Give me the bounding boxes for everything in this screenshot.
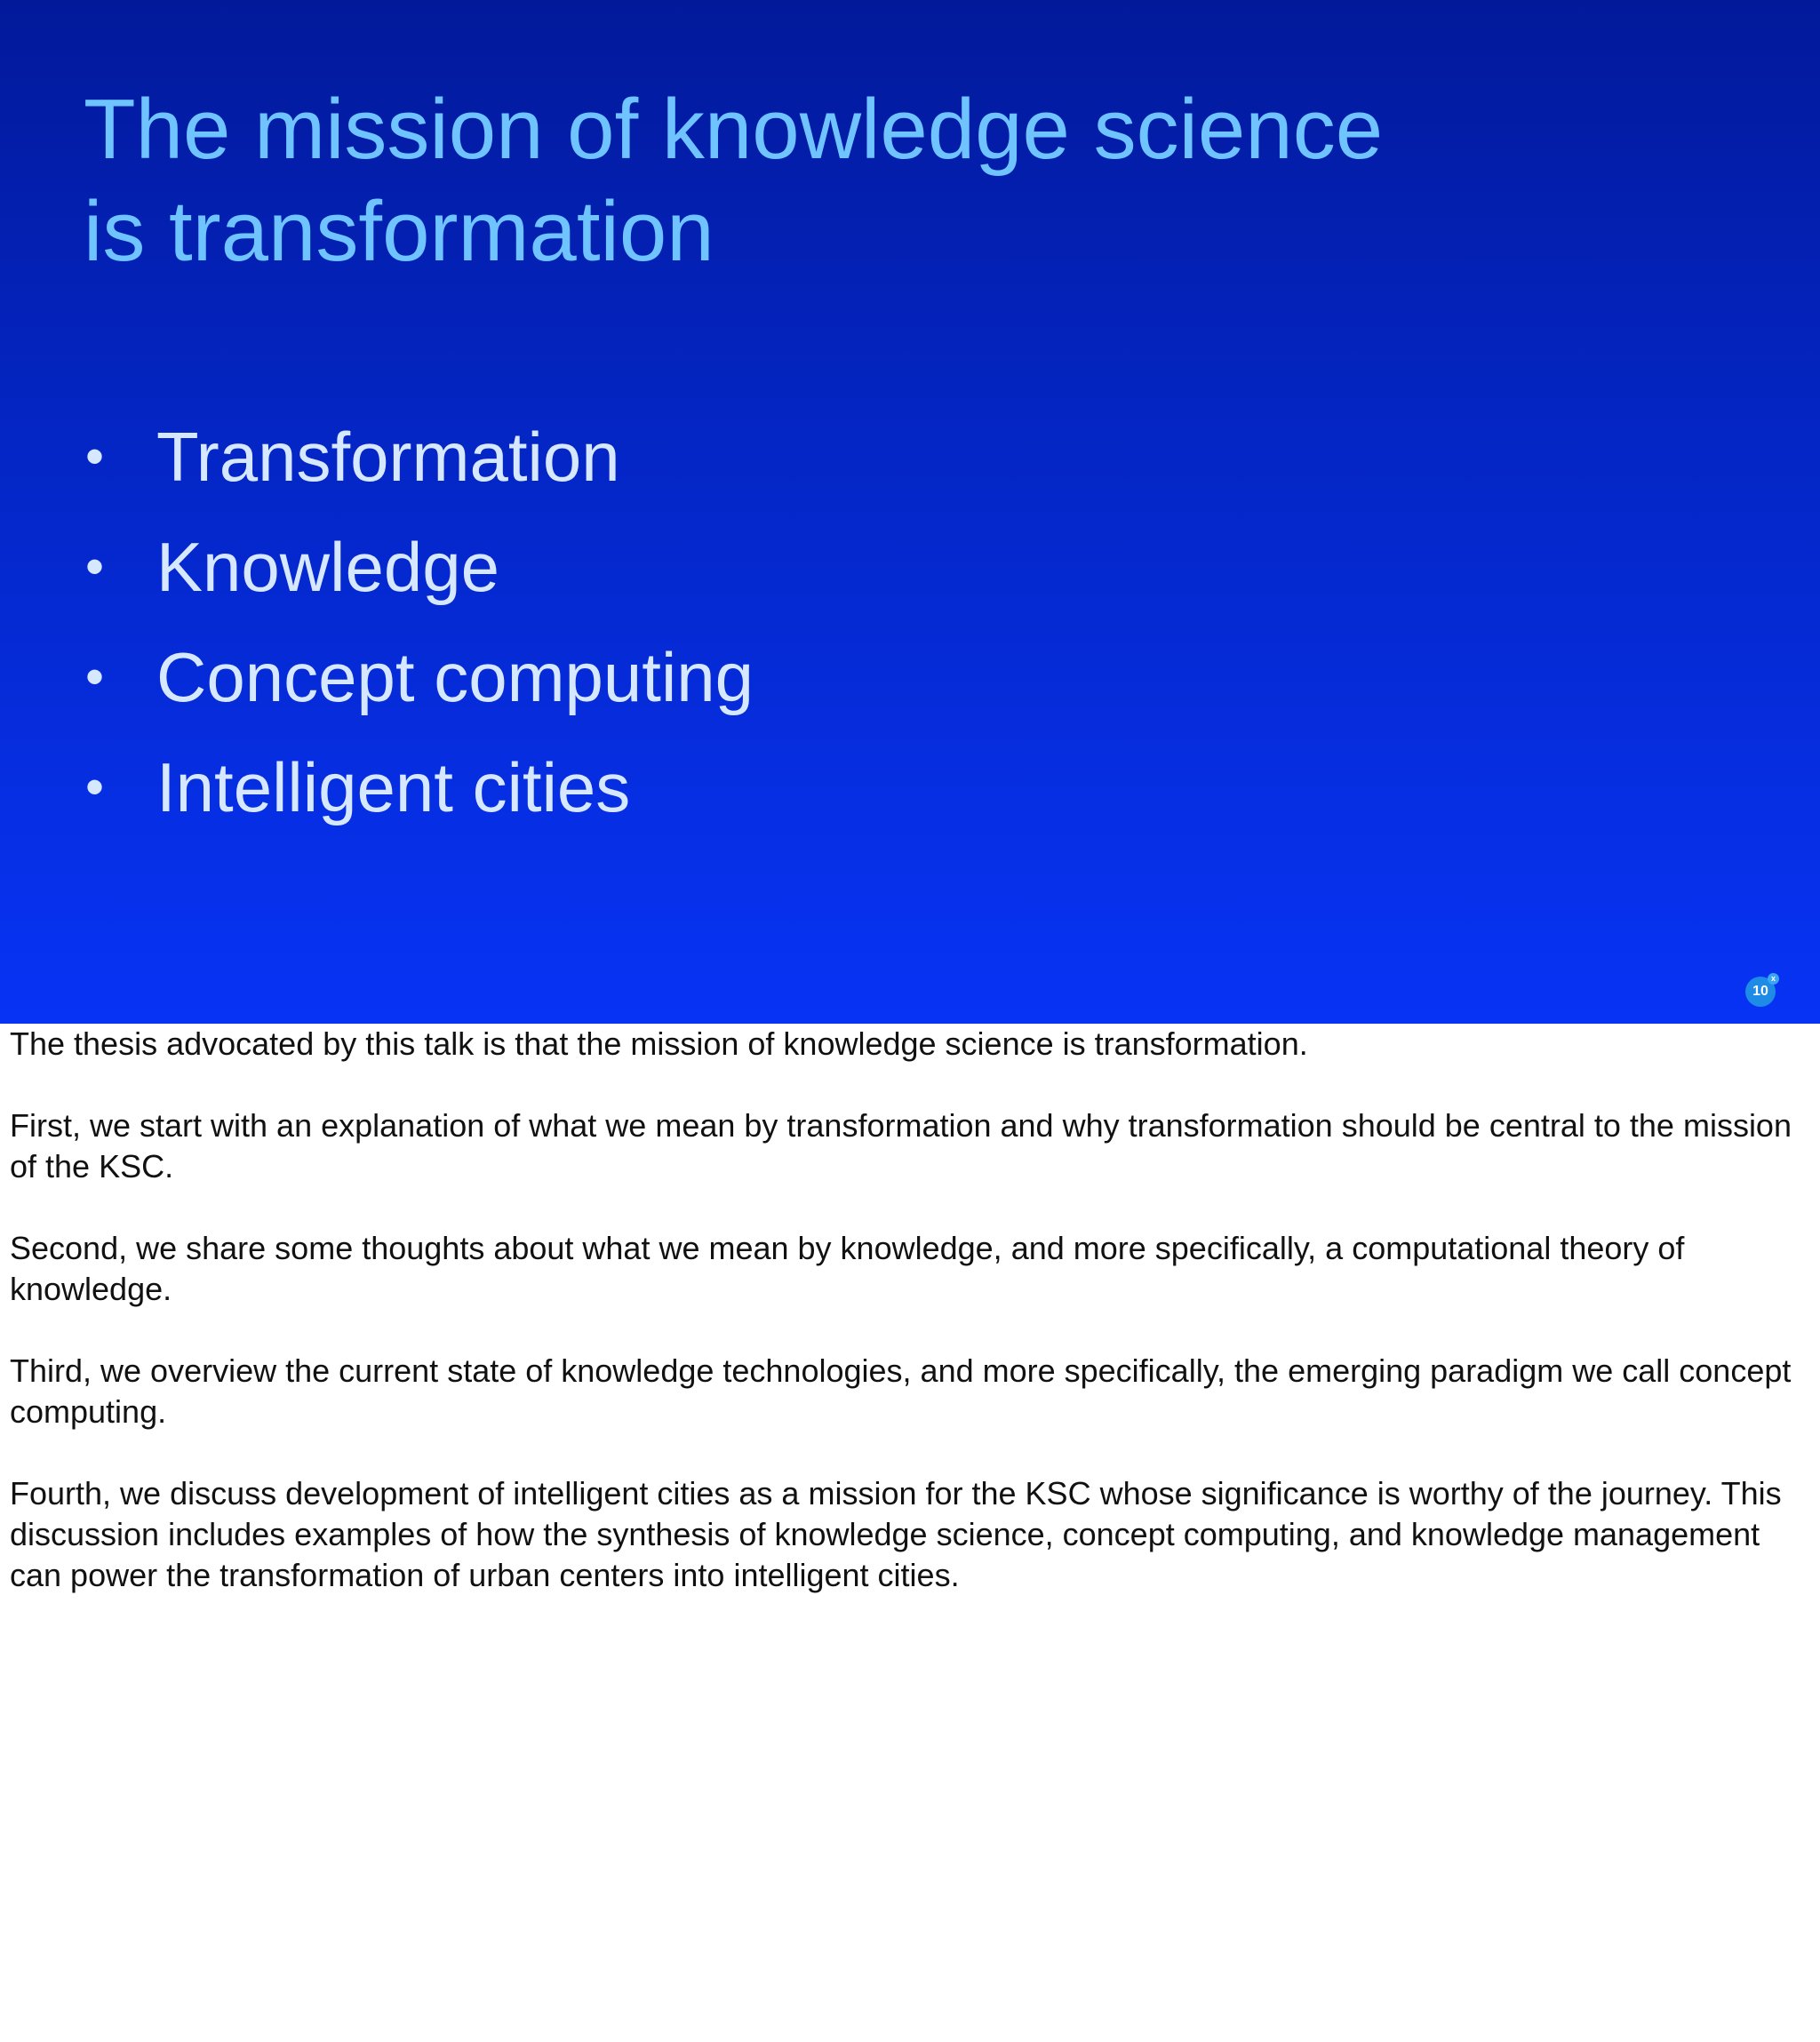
notes-paragraph-5: Fourth, we discuss development of intelligent cities as a mission for the KSC whose significance is worthy of the journey. This discussion includes examples of how the synthesis of knowledge science, concept computing, and knowledge management can power the transformation of urban centers into intelligent cities.	[10, 1475, 1782, 1593]
slide-number-badge[interactable]	[1745, 974, 1776, 1007]
slide-title	[84, 78, 1594, 283]
bullet-list	[0, 407, 1244, 848]
notes-paragraph-3: Second, we share some thoughts about what we mean by knowledge, and more specifically, a computational theory of knowledge.	[10, 1230, 1685, 1307]
slide-number: 10	[1752, 984, 1768, 999]
bullet-item	[0, 517, 1244, 627]
speaker-notes	[10, 1024, 1805, 1637]
notes-paragraph-4: Third, we overview the current state of knowledge technologies, and more specifically, the emerging paradigm we call concept computing.	[10, 1352, 1792, 1430]
badge-close-icon[interactable]: x	[1768, 973, 1779, 985]
bullet-dot-icon: •	[85, 757, 105, 817]
slide-title-line-2: is transformation	[84, 184, 714, 279]
bullet-text: Concept computing	[156, 638, 754, 716]
bullet-item	[0, 627, 1244, 738]
bullet-dot-icon: •	[85, 427, 105, 486]
bullet-dot-icon: •	[85, 537, 105, 596]
bullet-text: Knowledge	[156, 528, 499, 606]
bullet-item	[0, 407, 1244, 517]
slide-title-line-1: The mission of knowledge science	[84, 82, 1384, 177]
notes-paragraph-1: The thesis advocated by this talk is that the mission of knowledge science is transformation.	[10, 1025, 1308, 1062]
notes-paragraph-2: First, we start with an explanation of what we mean by transformation and why transformation should be central to the mission of the KSC.	[10, 1107, 1792, 1185]
bullet-text: Transformation	[156, 418, 620, 496]
bullet-text: Intelligent cities	[156, 748, 631, 826]
bullet-item	[0, 738, 1244, 848]
bullet-dot-icon: •	[85, 647, 105, 706]
